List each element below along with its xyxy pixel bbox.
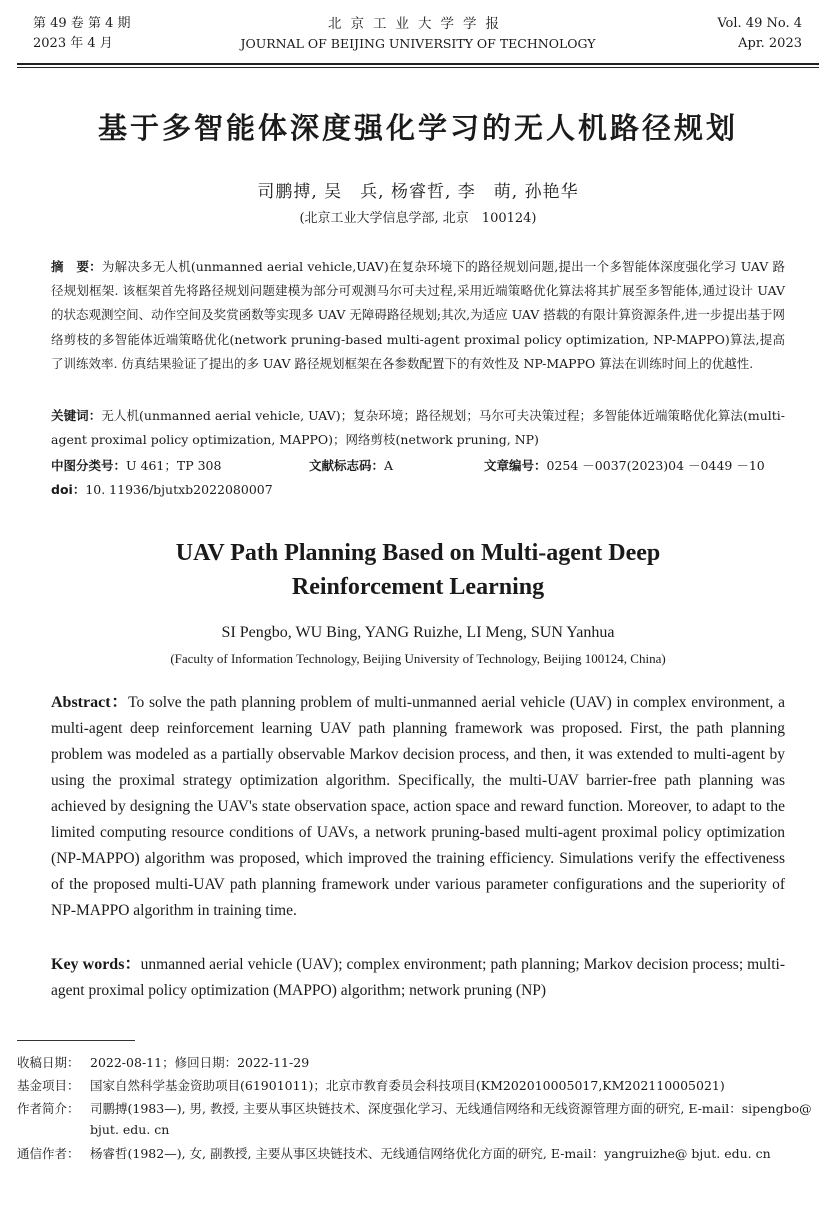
keywords-cn (51, 404, 785, 452)
affiliation-en: (Faculty of Information Technology, Beijing University of Technology, Beijing 100124, China) (170, 651, 666, 666)
footnote-label: 通信作者： (17, 1146, 80, 1161)
keywords-en-text: unmanned aerial vehicle (UAV); complex environment; path planning; Markov decision process; multi-agent proximal policy optimization (MAPPO) algorithm; network pruning (NP) (51, 956, 785, 999)
keywords-cn-text: 无人机(unmanned aerial vehicle, UAV)；复杂环境；路径规划；马尔可夫决策过程；多智能体近端策略优化算法(multi-agent proximal policy optimization, MAPPO)；网络剪枝(network pruning, NP) (51, 408, 785, 448)
abstract-en-text: To solve the path planning problem of multi-unmanned aerial vehicle (UAV) in complex environment, a multi-agent deep reinforcement learning UAV path planning framework was proposed. First, the path planning problem was modeled as a partially observable Markov decision process, and then, it was extended to multi-agent by using the proximal strategy optimization algorithm. Specifically, the multi-UAV barrier-free path planning was achieved by designing the UAV's state observation space, action space and reward function. Moreover, to adapt to the limited computing resource conditions of UAVs, a network pruning-based multi-agent proximal policy optimization (NP-MAPPO) algorithm was proposed, which improved the training efficiency. Simulations verify the effectiveness of the proposed multi-UAV path planning framework under various parameter configurations and the superiority of NP-MAPPO algorithm in training time. (51, 694, 785, 919)
running-header-right (717, 14, 802, 54)
footnote-label: 基金项目： (17, 1078, 80, 1093)
volume-number-en: Vol. 49 No. 4 (717, 16, 802, 31)
doi-label: doi： (51, 482, 86, 497)
doi-value: 10. 11936/bjutxb2022080007 (85, 482, 273, 497)
abstract-en (51, 690, 785, 924)
keywords-en (51, 952, 785, 1004)
volume-issue: 第 49 卷 第 4 期 (33, 16, 131, 31)
abstract-cn-label: 摘 要： (51, 259, 102, 274)
abstract-cn (51, 255, 785, 376)
journal-name-en: JOURNAL OF BEIJING UNIVERSITY OF TECHNOLOGY (240, 36, 596, 51)
header-rule-thick (17, 63, 819, 65)
keywords-cn-label: 关键词： (51, 408, 102, 423)
clc-number: 中图分类号：U 461；TP 308 (51, 458, 222, 473)
footnote-label: 收稿日期： (17, 1055, 80, 1070)
document-code: 文献标志码：A (309, 458, 394, 473)
issue-date-cn: 2023 年 4 月 (33, 36, 113, 51)
header-rule-thin (17, 67, 819, 68)
running-header-center (0, 14, 836, 54)
authors-en: SI Pengbo, WU Bing, YANG Ruizhe, LI Meng, SUN Yanhua (221, 624, 615, 641)
footnote-value: 司鹏搏(1983—), 男, 教授, 主要从事区块链技术、深度强化学习、无线通信网络和无线资源管理方面的研究, E-mail：sipengbo@ bjut. edu. cn (90, 1101, 812, 1137)
footnote-value: 2022-08-11；修回日期：2022-11-29 (90, 1055, 310, 1070)
journal-name-cn: 北京工业大学学报 (328, 16, 508, 32)
keywords-en-label: Key words： (51, 956, 141, 973)
footnote-value: 杨睿哲(1982—), 女, 副教授, 主要从事区块链技术、无线通信网络优化方面的研究, E-mail：yangruizhe@ bjut. edu. cn (90, 1146, 771, 1161)
article-number: 文章编号：0254 －0037(2023)04 －0449 －10 (484, 458, 765, 473)
doi (51, 478, 273, 502)
footnote-rule (17, 1040, 135, 1041)
abstract-en-label: Abstract： (51, 694, 129, 711)
footnote-label: 作者简介： (17, 1101, 80, 1116)
abstract-cn-text: 为解决多无人机(unmanned aerial vehicle,UAV)在复杂环境下的路径规划问题,提出一个多智能体深度强化学习 UAV 路径规划框架. 该框架首先将路径规划问题建模为部分可观测马尔可夫过程,采用近端策略优化算法将其扩展至多智能体,通过设计 UAV 的状态观测空间、动作空间及奖赏函数等实现多 UAV 无障碍路径规划;其次,为适应 UAV 搭载的有限计算资源条件,进一步提出基于网络剪枝的多智能体近端策略优化(network pruning-based multi-agent proximal policy optimization, NP-MAPPO)算法,提高了训练效率. 仿真结果验证了提出的多 UAV 路径规划框架在各参数配置下的有效性及 NP-MAPPO 算法在训练时间上的优越性. (51, 259, 785, 371)
classification-row (51, 454, 785, 478)
affiliation-cn: (北京工业大学信息学部, 北京 100124) (299, 211, 537, 226)
footnote-value: 国家自然科学基金资助项目(61901011)；北京市教育委员会科技项目(KM202010005017,KM202110005021) (90, 1078, 725, 1093)
title-en: UAV Path Planning Based on Multi-agent Deep Reinforcement Learning (175, 540, 661, 600)
issue-date-en: Apr. 2023 (738, 36, 802, 51)
title-cn: 基于多智能体深度强化学习的无人机路径规划 (97, 111, 738, 145)
authors-cn: 司鹏搏, 吴 兵, 杨睿哲, 李 萌, 孙艳华 (257, 182, 579, 202)
